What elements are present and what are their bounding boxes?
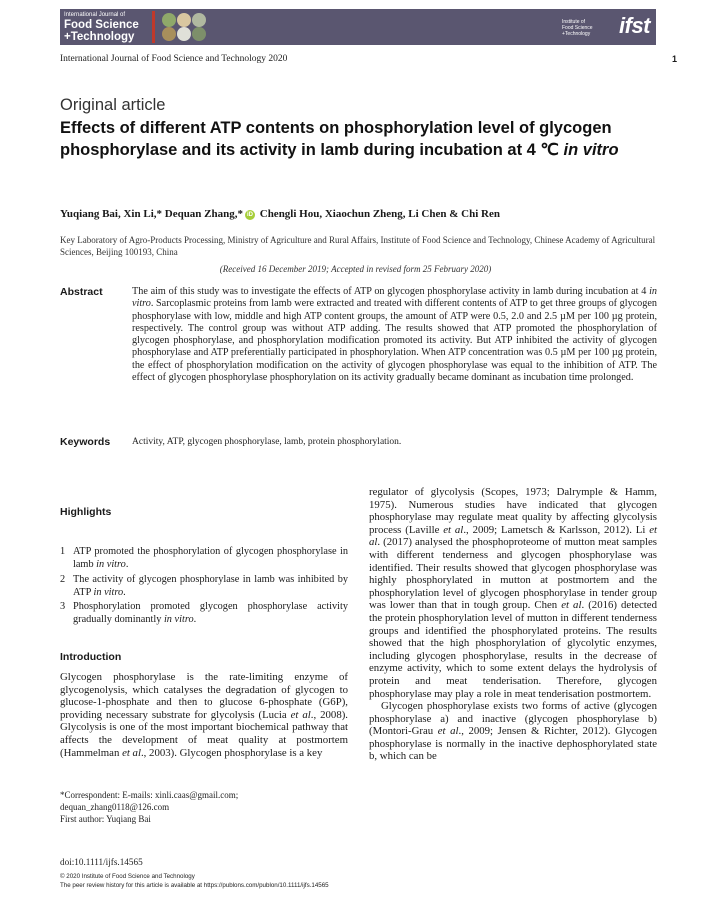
journal-logo: [64, 12, 139, 43]
intro-italic: et al: [290, 708, 311, 721]
ifst-wordmark: ifst: [619, 13, 650, 38]
journal-banner: [60, 9, 656, 45]
title-italic: in vitro: [563, 140, 619, 159]
abstract-italic: in vitro: [132, 286, 657, 310]
abstract-text-a: The aim of this study was to investigate the effects of ATP on glycogen phosphorylase activity in lamb during incubation at 4: [132, 286, 650, 297]
footnote-email-1: *Correspondent: E-mails: xinli.caas@gmail.com;: [60, 790, 239, 800]
copyright-line: © 2020 Institute of Food Science and Technology: [60, 873, 195, 880]
highlight-end: .: [123, 586, 126, 598]
article-title: [60, 118, 680, 161]
article-type: Original article: [60, 96, 166, 114]
author-list: [60, 208, 500, 220]
copyright-block: [60, 872, 329, 890]
highlight-item: [60, 573, 348, 599]
ifst-logo: [562, 13, 650, 39]
highlight-item: [60, 545, 348, 571]
footnote-first-author: First author: Yuqiang Bai: [60, 814, 151, 824]
intro-italic: et al: [122, 746, 141, 759]
doi: doi:10.1111/ijfs.14565: [60, 857, 143, 867]
logo-line-3: +Technology: [64, 31, 135, 43]
highlight-end: .: [193, 614, 197, 625]
highlight-item: [60, 600, 348, 626]
page-number: 1: [672, 54, 678, 64]
intro-italic: et al: [369, 523, 658, 549]
ifst-line-1: Institute of: [562, 19, 586, 25]
intro-italic: et al: [443, 523, 464, 536]
introduction-heading: Introduction: [60, 651, 122, 663]
right-column: [369, 486, 657, 763]
ifst-line-3: +Technology: [562, 31, 591, 37]
journal-emblem-icon: [160, 12, 210, 42]
highlight-italic: in vitro: [93, 586, 124, 598]
orcid-icon[interactable]: iD: [247, 212, 253, 218]
highlights-heading: Highlights: [60, 506, 112, 518]
intro-text: regulator of glycolysis (Scopes, 1973; Dalrymple & Hamm, 1975). Numerous studies have indicated that glycogen phosphorylase may regulate meat quality by affecting glycolysis process (Laville: [369, 486, 657, 536]
intro-paragraph-continued: [369, 486, 657, 700]
logo-line-1: International Journal of: [64, 12, 126, 18]
peer-review-line: The peer review history for this article is available at https://publons.com/publon/10.1111/ijfs.14565: [60, 882, 329, 889]
intro-italic: et al: [437, 725, 459, 738]
intro-paragraph-2: [369, 700, 657, 763]
intro-text: ., 2009; Lametsch & Karlsson, 2012). Li: [463, 523, 650, 536]
highlight-number: 3: [60, 601, 66, 612]
intro-text: ., 2008). Glycolysis is one of the most important biochemical pathway that affects the development of meat quality at postmortem (Hammelman: [60, 708, 349, 759]
logo-divider: [152, 11, 155, 43]
highlight-number: 1: [60, 546, 66, 557]
intro-italic: et al: [561, 599, 582, 612]
running-head: International Journal of Food Science and Technology 2020: [60, 54, 288, 64]
highlight-text: The activity of glycogen phosphorylase in lamb was inhibited by ATP: [73, 573, 348, 598]
intro-text: Glycogen phosphorylase exists two forms of active (glycogen phosphorylase a) and inactive (glycogen phosphorylase b) (Montori-Grau: [369, 700, 657, 738]
highlight-italic: in vitro: [96, 559, 126, 570]
introduction-paragraph: [60, 671, 348, 759]
keywords-label: Keywords: [60, 436, 111, 448]
authors-first: Yuqiang Bai, Xin Li,* Dequan Zhang,*: [60, 208, 243, 220]
authors-rest: Chengli Hou, Xiaochun Zheng, Li Chen & Chi Ren: [257, 208, 500, 220]
abstract-text-b: . Sarcoplasmic proteins from lamb were extracted and treated with different contents of ATP to get three groups of glycogen phosphorylase with low, middle and high ATP content groups, the amount of ATP were 0.5, 2.0 and 2.5 µM per 100 µg protein, respectively. The control group was without ATP adding. The results showed that ATP promoted the phosphorylation of glycogen phosphorylase, and phosphorylation modification promoted its activity. But ATP inhibited the activity of glycogen phosphorylase and ATP preferentially participated in phosphorylation. When ATP concentration was 0.5 µM per 100 µg protein, the effect of phosphorylation modification on the activity of glycogen phosphorylase was equal to the inhibition of ATP. The effect of glycogen phosphorylase phosphorylation on its activity gradually became dominant as incubation time prolonged.: [132, 298, 657, 384]
abstract-label: Abstract: [60, 286, 103, 298]
highlight-italic: in vitro: [163, 614, 194, 625]
logo-line-2: Food Science: [64, 19, 139, 31]
intro-text: . (2017) analysed the phosphoproteome of mutton meat samples with different tenderness and glycogen phosphorylase was identified. Their results showed that glycogen phosphorylase was highly phosphorylated in mutton at postmortem and the phosphorylation level of glycogen phosphorylase in tender group was lower than that in tough group. Chen: [369, 536, 657, 612]
highlight-number: 2: [60, 573, 66, 585]
intro-text: ., 2009; Jensen & Richter, 2012). Glycogen phosphorylase is normally in the inactive dephosphorylated state b, which can be: [369, 725, 657, 763]
highlight-text: Phosphorylation promoted glycogen phosphorylase activity gradually dominantly: [73, 601, 348, 625]
ifst-line-2: Food Science: [562, 25, 593, 31]
correspondence-footnote: [60, 789, 348, 825]
intro-text: ., 2003). Glycogen phosphorylase is a key: [140, 746, 323, 759]
affiliation: Key Laboratory of Agro-Products Processing, Ministry of Agriculture and Rural Affairs, Institute of Food Science and Technology, Chinese Academy of Agricultural Sciences, Beijing 100193, China: [60, 235, 656, 257]
keywords-text: Activity, ATP, glycogen phosphorylase, lamb, protein phosphorylation.: [132, 437, 402, 447]
highlight-text: ATP promoted the phosphorylation of glycogen phosphorylase in lamb: [73, 546, 348, 570]
highlights-list: [60, 545, 348, 628]
highlight-end: .: [125, 559, 129, 570]
footnote-email-2: dequan_zhang0118@126.com: [60, 802, 170, 812]
intro-text: . (2016) detected the protein phosphorylation level of mutton in different tenderness groups and identified the phosphorylated proteins. The results showed that the high phosphorylation of glycolytic enzymes, including glycogen phosphorylase, results in the decrease of enzyme activity, which to some extent delays the hydrolysis of protein and meat tenderisation. Therefore, glycogen phosphorylase may play a role in meat tenderisation postmortem.: [369, 599, 657, 700]
intro-text: Glycogen phosphorylase is the rate-limiting enzyme of glycogenolysis, which catalyses the degradation of glycogen to glucose-1-phosphate and then to glucose 6-phosphate (G6P), providing necessary substrate for glycolysis (Lucia: [60, 671, 348, 721]
received-dates: (Received 16 December 2019; Accepted in revised form 25 February 2020): [219, 264, 492, 274]
abstract-text: [132, 286, 657, 384]
title-text: Effects of different ATP contents on phosphorylation level of glycogen phosphorylase and its activity in lamb during incubation at 4 ℃: [60, 119, 612, 159]
